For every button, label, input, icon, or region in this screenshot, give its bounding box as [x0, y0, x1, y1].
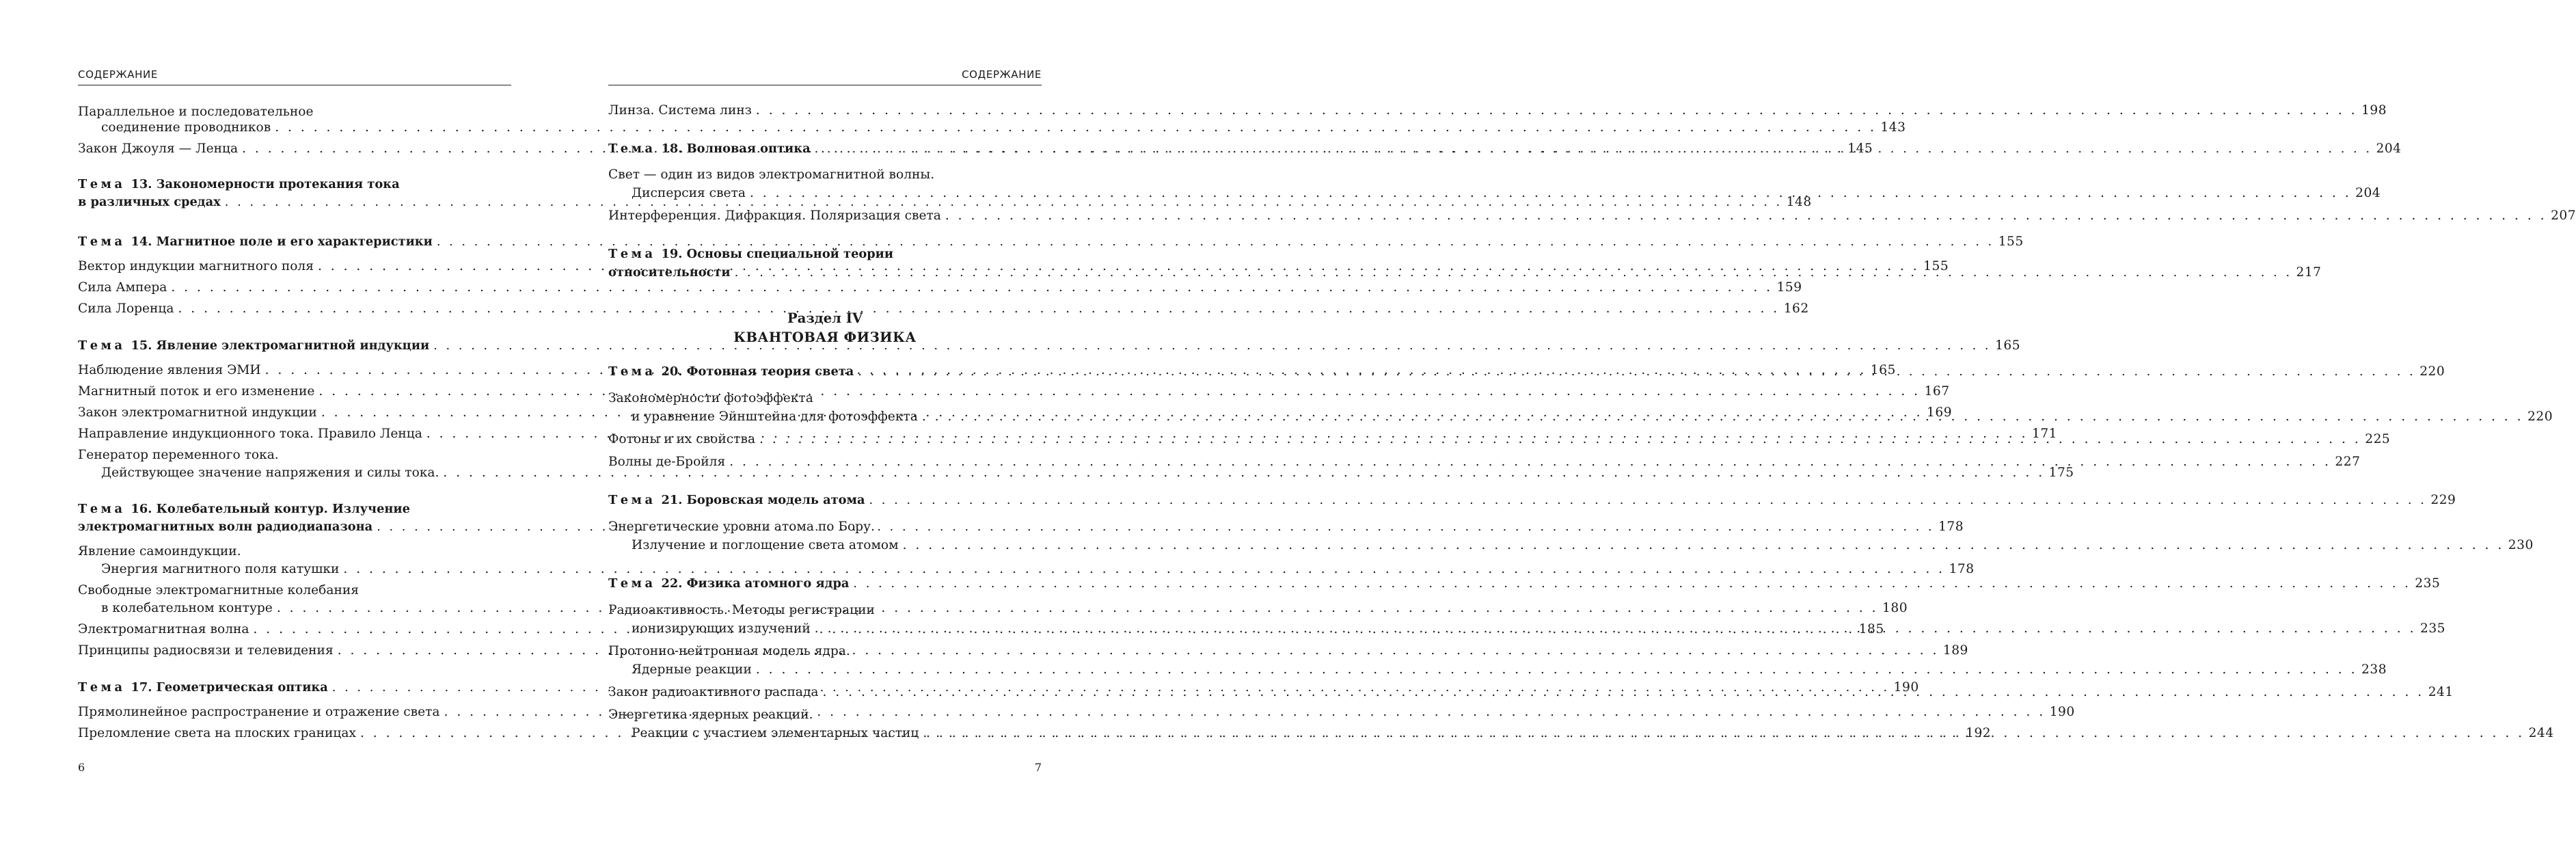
- page-number: 155: [1998, 234, 2024, 249]
- toc-entry: Магнитный поток и его изменение . . . 167: [78, 382, 511, 401]
- page-number: 244: [2528, 726, 2554, 740]
- page-number: 162: [1783, 301, 1809, 316]
- page-number: 192: [1966, 726, 1992, 740]
- toc-entry: Закон Джоуля — Ленца . . . 145: [78, 139, 511, 158]
- toc-entry: Дисперсия света . . . 204: [608, 184, 1042, 202]
- topic-heading: Тема 19. Основы специальной теории: [608, 247, 894, 261]
- page-number: 167: [1924, 384, 1950, 399]
- page-number: 198: [2361, 103, 2387, 118]
- topic-heading: электромагнитных волн радиодиапазона . . . 178: [78, 518, 511, 536]
- page-number: 229: [2430, 493, 2456, 507]
- folio: 6: [78, 761, 85, 774]
- toc-entry: Линза. Система линз . . . 198: [608, 101, 1042, 120]
- toc-entry: в колебательном контуре . . . 180: [78, 599, 511, 617]
- toc-entry: Свет — один из видов электромагнитной волны.: [608, 167, 935, 182]
- toc-entry: Фотоны и их свойства . . . 225: [608, 430, 1042, 448]
- toc-entry: Направление индукционного тока. Правило Ленца . . . 171: [78, 425, 511, 443]
- toc-entry: Электромагнитная волна . . . 185: [78, 620, 511, 639]
- toc-entry: Излучение и поглощение света атомом . . . 230: [608, 536, 1042, 554]
- page-number: 241: [2428, 685, 2454, 699]
- page-number: 190: [1893, 680, 1919, 695]
- toc-entry: Наблюдение явления ЭМИ . . . 165: [78, 361, 511, 379]
- toc-entry: Сила Лоренца . . . 162: [78, 299, 511, 318]
- toc-entry: Закон электромагнитной индукции . . . 169: [78, 403, 511, 422]
- toc-entry: Ядерные реакции . . . 238: [608, 660, 1042, 679]
- page-number: 189: [1942, 643, 1968, 658]
- page-number: 220: [2527, 409, 2553, 424]
- toc-entry: Протонно-нейтронная модель ядра.: [608, 644, 850, 658]
- page-number: 155: [1923, 259, 1949, 273]
- topic-heading: Тема 22. Физика атомного ядра . . . 235: [608, 574, 1042, 593]
- topic-heading: Тема 15. Явление электромагнитной индукции . . . 165: [78, 336, 511, 355]
- topic-heading: Тема 17. Геометрическая оптика . . . 190: [78, 678, 511, 697]
- toc-entry: Прямолинейное распространение и отражение света . . . 190: [78, 703, 511, 721]
- topic-heading: Тема 14. Магнитное поле и его характеристики . . . 155: [78, 232, 511, 251]
- topic-heading: Тема 13. Закономерности протекания тока: [78, 177, 400, 191]
- page-number: 145: [1847, 142, 1873, 156]
- page-number: 217: [2296, 265, 2322, 280]
- page-number: 227: [2335, 455, 2361, 469]
- toc-entry: Закономерности фотоэффекта: [608, 391, 813, 405]
- page-number: 159: [1776, 280, 1802, 295]
- toc-entry: Энергия магнитного поля катушки . . . 178: [78, 560, 511, 578]
- page-number: 178: [1938, 520, 1964, 534]
- page-number: 238: [2361, 662, 2387, 677]
- toc-entry: Действующее значение напряжения и силы тока. . . . 175: [78, 463, 511, 482]
- topic-heading: Тема 16. Колебательный контур. Излучение: [78, 502, 410, 516]
- page-number: 143: [1880, 120, 1906, 135]
- toc-entry: Энергетика ядерных реакций.: [608, 708, 813, 722]
- page-number: 230: [2508, 538, 2534, 552]
- topic-heading: Тема 21. Боровская модель атома . . . 229: [608, 491, 1042, 509]
- running-head: СОДЕРЖАНИЕ: [962, 68, 1042, 81]
- page-number: 165: [1995, 338, 2021, 353]
- topic-heading: в различных средах . . . 148: [78, 193, 511, 211]
- toc-entry: Свободные электромагнитные колебания: [78, 583, 359, 597]
- toc-entry: Закон радиоактивного распада . . . 241: [608, 683, 1042, 701]
- section-number: Раздел IV: [787, 310, 863, 326]
- toc-entry: Параллельное и последовательное: [78, 105, 314, 119]
- toc-entry: соединение проводников . . . 143: [78, 118, 511, 137]
- page-number: 178: [1949, 562, 1975, 576]
- toc-entry: Генератор переменного тока.: [78, 448, 279, 462]
- toc-entry: Интерференция. Дифракция. Поляризация света . . . 207: [608, 206, 1042, 225]
- toc-entry: Сила Ампера . . . 159: [78, 278, 511, 297]
- running-head: СОДЕРЖАНИЕ: [78, 68, 158, 81]
- page-number: 220: [2419, 364, 2445, 379]
- toc-entry: Волны де-Бройля . . . 227: [608, 453, 1042, 471]
- page-number: 185: [1858, 622, 1884, 636]
- toc-entry: Преломление света на плоских границах . . . 192: [78, 724, 511, 742]
- toc-entry: Энергетические уровни атома по Бору.: [608, 520, 875, 534]
- page-number: 175: [2048, 466, 2074, 480]
- page-number: 235: [2415, 576, 2441, 591]
- toc-entry: Радиоактивность. Методы регистрации: [608, 603, 875, 617]
- page-number: 235: [2419, 621, 2445, 636]
- section-title: КВАНТОВАЯ ФИЗИКА: [733, 330, 917, 345]
- page-number: 190: [2049, 705, 2075, 719]
- page-number: 207: [2551, 209, 2576, 223]
- topic-heading: относительности . . . 217: [608, 263, 1042, 282]
- page-number: 180: [1882, 601, 1908, 615]
- toc-entry: Явление самоиндукции.: [78, 544, 241, 559]
- page-number: 225: [2365, 432, 2391, 446]
- page-number: 169: [1927, 405, 1953, 420]
- toc-entry: ионизирующих излучений . . . 235: [608, 619, 1042, 638]
- page-number: 204: [2355, 186, 2381, 200]
- topic-heading: Тема 18. Волновая оптика . . . 204: [608, 139, 1042, 158]
- toc-entry: Принципы радиосвязи и телевидения . . . 189: [78, 641, 511, 660]
- toc-entry: Реакции с участием элементарных частиц . . . 244: [608, 724, 1042, 742]
- page-number: 165: [1870, 363, 1896, 377]
- toc-entry: Вектор индукции магнитного поля . . . 155: [78, 257, 511, 276]
- page-number: 204: [2376, 142, 2402, 156]
- topic-heading: Тема 20. Фотонная теория света . . . 220: [608, 362, 1042, 381]
- page-number: 148: [1786, 195, 1812, 209]
- toc-entry: и уравнение Эйнштейна для фотоэффекта . . . 220: [608, 407, 1042, 426]
- folio: 7: [1034, 761, 1042, 774]
- page-number: 171: [2031, 427, 2057, 441]
